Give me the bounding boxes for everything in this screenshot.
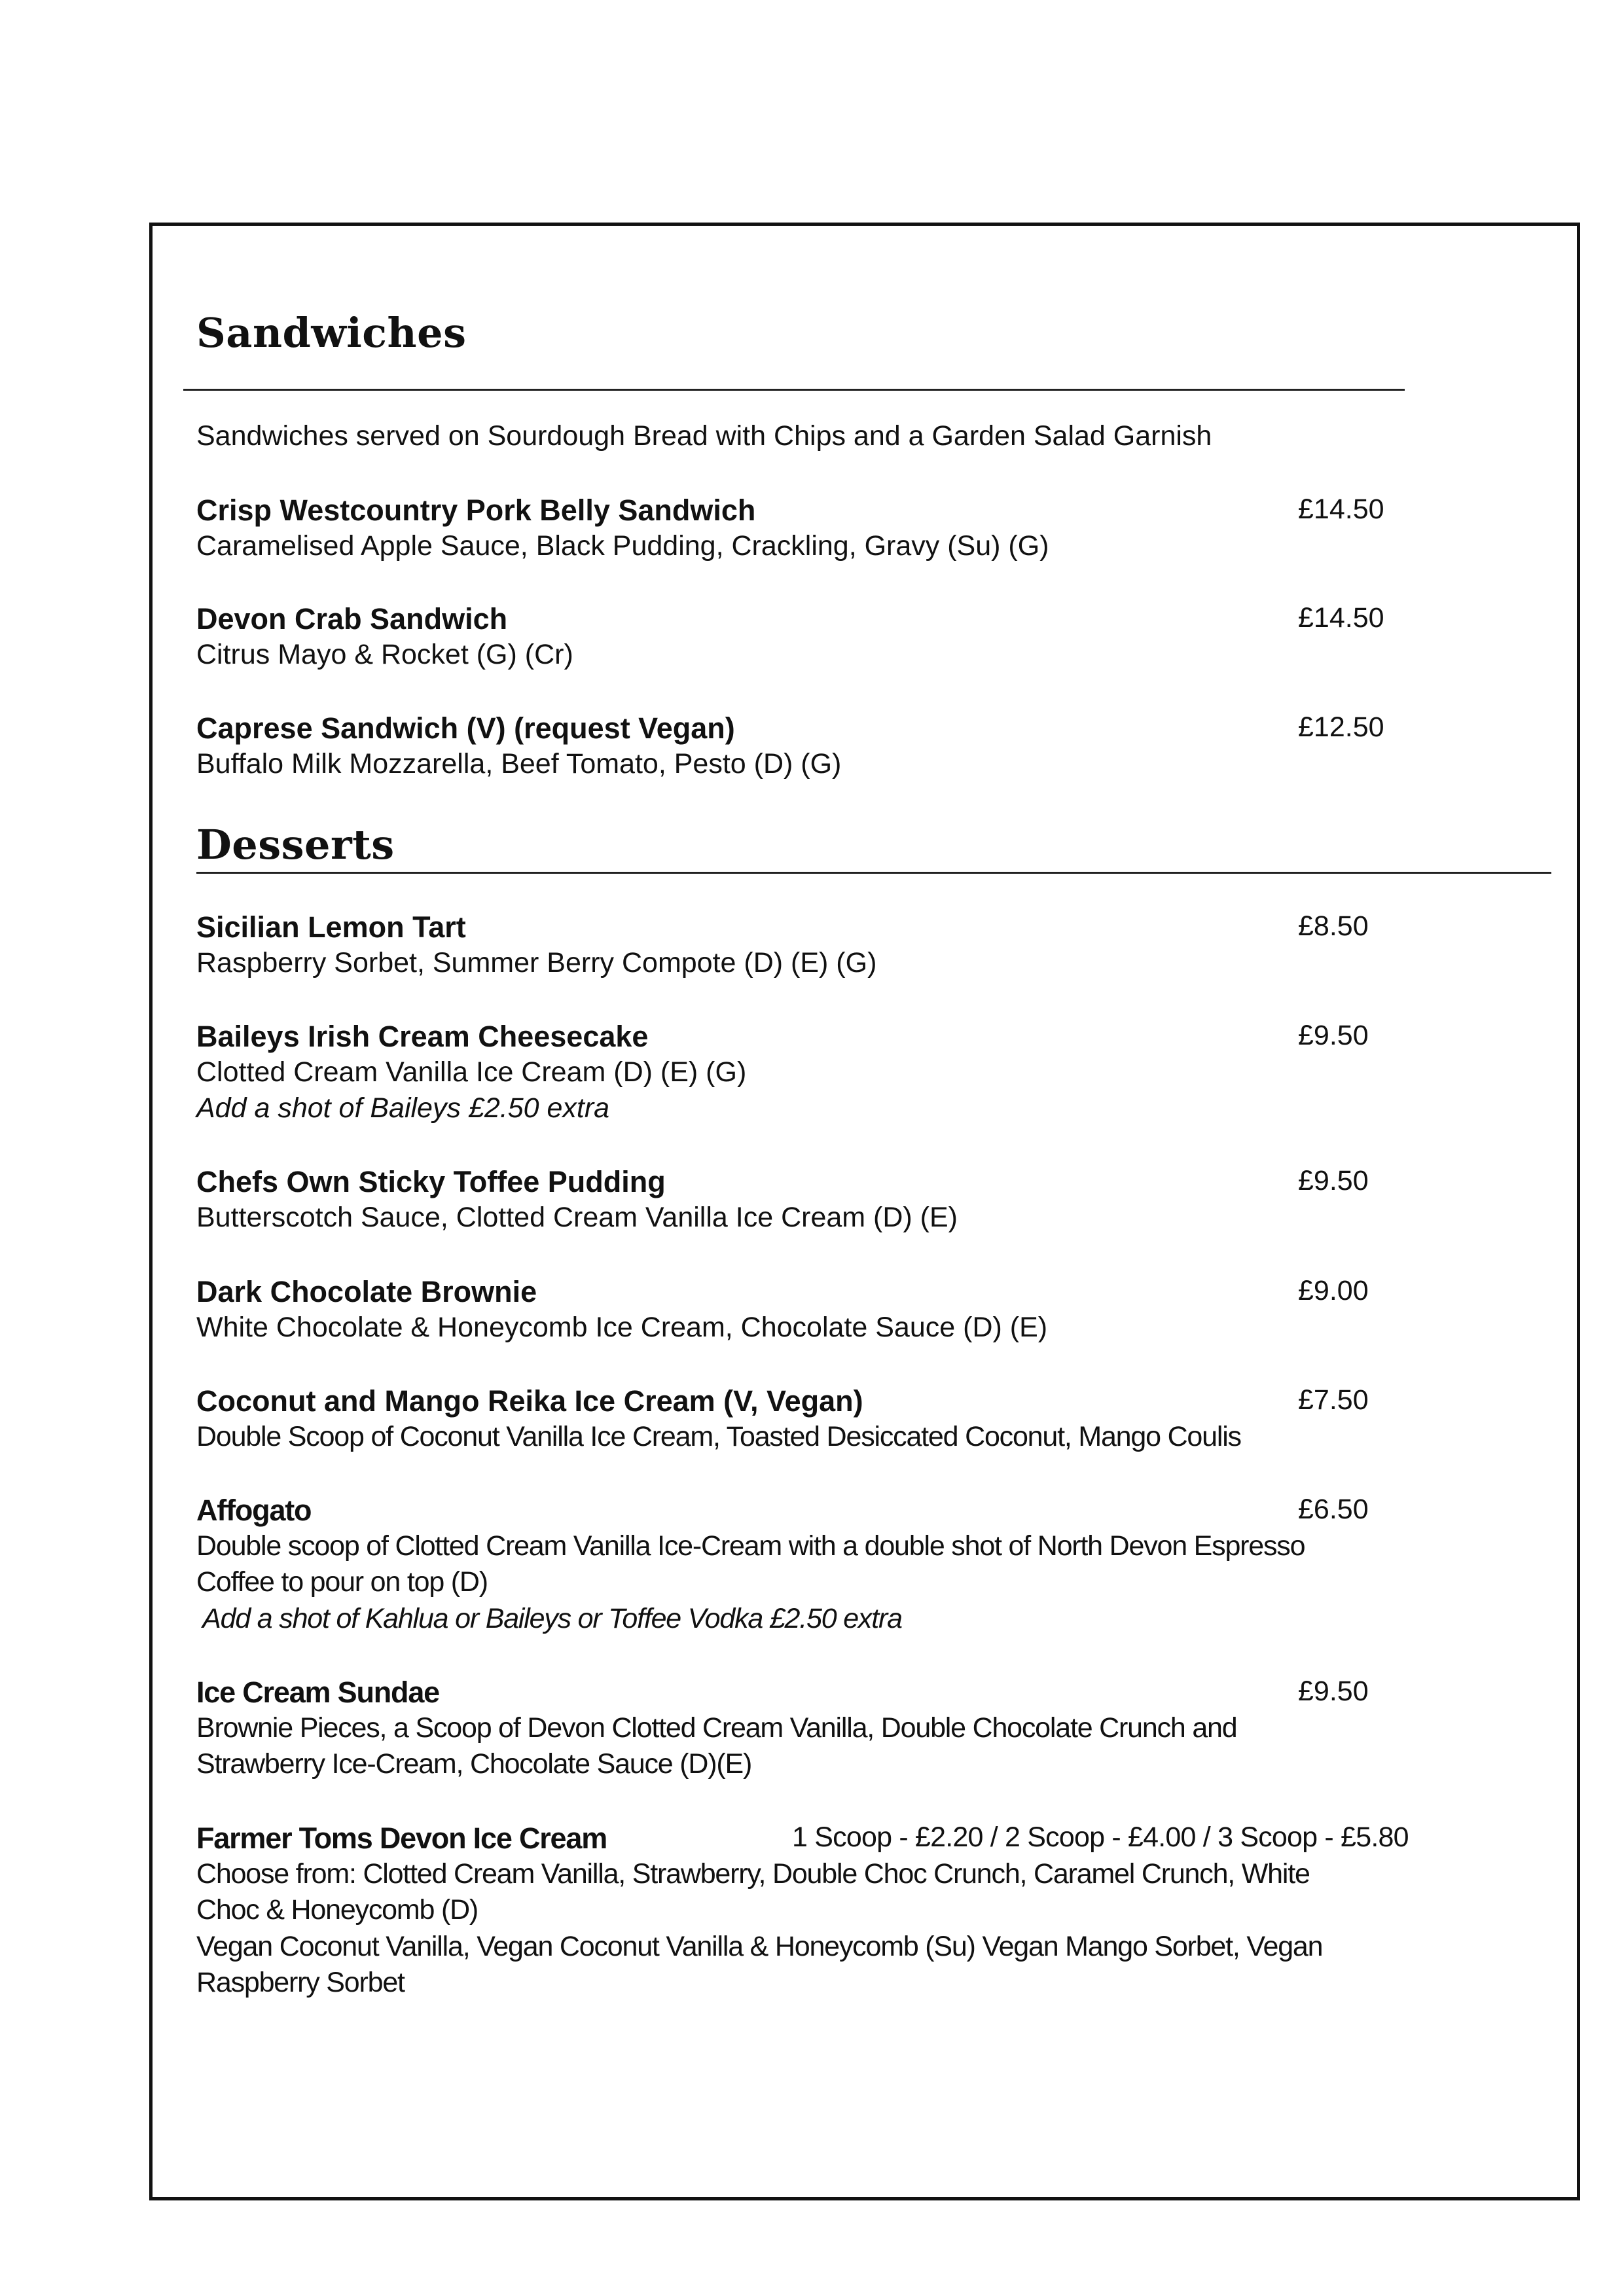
item-description: Double Scoop of Coconut Vanilla Ice Cream, Toasted Desiccated Coconut, Mango Coulis	[196, 1421, 1241, 1452]
item-price: £14.50	[1298, 493, 1384, 525]
item-description: Brownie Pieces, a Scoop of Devon Clotted Cream Vanilla, Double Chocolate Crunch and	[196, 1712, 1237, 1744]
item-price: 1 Scoop - £2.20 / 2 Scoop - £4.00 / 3 Scoop - £5.80	[792, 1821, 1409, 1853]
item-description: Choc & Honeycomb (D)	[196, 1894, 478, 1926]
item-name: Coconut and Mango Reika Ice Cream (V, Vegan)	[196, 1384, 863, 1418]
item-note: Add a shot of Kahlua or Baileys or Toffee Vodka £2.50 extra	[196, 1603, 902, 1634]
section-divider-sandwiches	[183, 389, 1405, 391]
item-price: £8.50	[1298, 910, 1369, 942]
item-description: Butterscotch Sauce, Clotted Cream Vanilla Ice Cream (D) (E)	[196, 1202, 958, 1233]
item-description: Vegan Coconut Vanilla, Vegan Coconut Vanilla & Honeycomb (Su) Vegan Mango Sorbet, Vegan	[196, 1931, 1323, 1962]
item-name: Baileys Irish Cream Cheesecake	[196, 1020, 649, 1053]
section-title-desserts: Desserts	[196, 821, 395, 869]
item-name: Ice Cream Sundae	[196, 1676, 439, 1709]
item-name: Crisp Westcountry Pork Belly Sandwich	[196, 493, 756, 527]
item-name: Affogato	[196, 1494, 312, 1527]
item-description: Double scoop of Clotted Cream Vanilla Ice-Cream with a double shot of North Devon Espresso	[196, 1530, 1305, 1562]
item-name: Caprese Sandwich (V) (request Vegan)	[196, 711, 735, 745]
item-price: £9.50	[1298, 1165, 1369, 1196]
item-price: £12.50	[1298, 711, 1384, 743]
item-description: White Chocolate & Honeycomb Ice Cream, Chocolate Sauce (D) (E)	[196, 1312, 1048, 1343]
item-price: £9.00	[1298, 1275, 1369, 1306]
item-price: £14.50	[1298, 602, 1384, 634]
item-description: Clotted Cream Vanilla Ice Cream (D) (E) (G)	[196, 1056, 747, 1088]
item-description: Raspberry Sorbet	[196, 1967, 405, 1998]
item-description: Caramelised Apple Sauce, Black Pudding, Crackling, Gravy (Su) (G)	[196, 530, 1049, 562]
item-price: £9.50	[1298, 1020, 1369, 1051]
sandwiches-intro: Sandwiches served on Sourdough Bread with Chips and a Garden Salad Garnish	[196, 420, 1212, 452]
item-name: Sicilian Lemon Tart	[196, 910, 466, 944]
section-title-sandwiches: Sandwiches	[196, 309, 467, 357]
item-description: Citrus Mayo & Rocket (G) (Cr)	[196, 639, 573, 670]
item-price: £7.50	[1298, 1384, 1369, 1416]
item-name: Chefs Own Sticky Toffee Pudding	[196, 1165, 666, 1198]
item-description: Buffalo Milk Mozzarella, Beef Tomato, Pesto (D) (G)	[196, 748, 842, 780]
item-price: £9.50	[1298, 1676, 1369, 1707]
item-name: Devon Crab Sandwich	[196, 602, 508, 636]
section-divider-desserts	[196, 872, 1551, 874]
item-description: Choose from: Clotted Cream Vanilla, Strawberry, Double Choc Crunch, Caramel Crunch, White	[196, 1858, 1310, 1890]
item-description: Coffee to pour on top (D)	[196, 1566, 488, 1598]
item-price: £6.50	[1298, 1494, 1369, 1525]
item-note: Add a shot of Baileys £2.50 extra	[196, 1092, 610, 1124]
item-name: Dark Chocolate Brownie	[196, 1275, 537, 1308]
item-name: Farmer Toms Devon Ice Cream	[196, 1821, 607, 1855]
item-description: Strawberry Ice-Cream, Chocolate Sauce (D)(E)	[196, 1748, 752, 1780]
item-description: Raspberry Sorbet, Summer Berry Compote (D) (E) (G)	[196, 947, 877, 978]
